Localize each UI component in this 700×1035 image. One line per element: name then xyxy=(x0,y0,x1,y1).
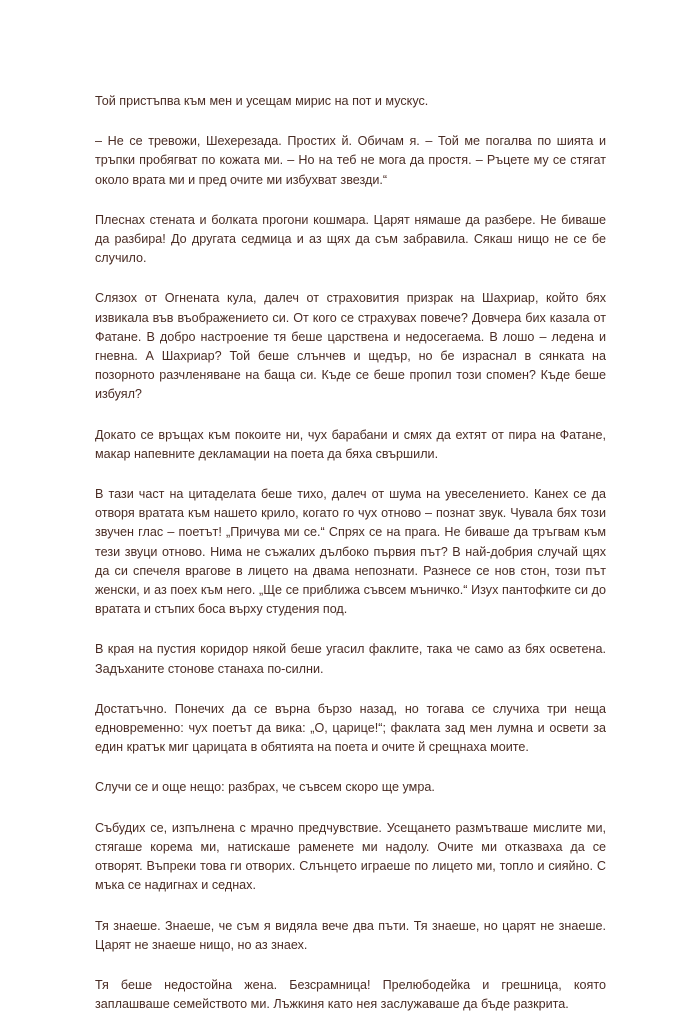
paragraph-9: Случи се и още нещо: разбрах, че съвсем скоро ще умра. xyxy=(95,780,435,795)
paragraph-8: Достатъчно. Понечих да се върна бързо назад, но тогава се случиха три неща едновременно: чух поетът да вика: „О, царице!“; факлата зад мен лумна и освети за един кратък миг царицата в обятията на поета и очите й срещнаха моите. xyxy=(95,701,606,755)
paragraph-6: В тази част на цитаделата беше тихо, далеч от шума на увеселението. Канех се да отворя вратата към нашето крило, когато го чух отново – познат звук. Чувала бях този звучен глас – поетът! „Причува ми се.“ Спрях се на прага. Не биваше да тръгвам към тези звуци отново. Нима не съжалих дълбоко първия път? В най-добрия случай щях да си спечеля врагове в лицето на двама непознати. Разнесе се нов стон, този път женски, и аз поех към него. „Ще се приближа съвсем мъничко.“ Изух пантофките си до вратата и стъпих боса върху студения под. xyxy=(95,487,606,617)
body-text xyxy=(95,92,606,1035)
paragraph-11: Тя знаеше. Знаеше, че съм я видяла вече два пъти. Тя знаеше, но царят не знаеше. Царят не знаеше нищо, но аз знаех. xyxy=(95,918,606,952)
paragraph-10: Събудих се, изпълнена с мрачно предчувствие. Усещането размътваше мислите ми, стягаше корема ми, натискаше раменете ми надолу. Очите ми отказваха да се отворят. Въпреки това ги отворих. Слънцето играеше по лицето ми, топло и сияйно. С мъка се надигнах и седнах. xyxy=(95,820,606,893)
paragraph-2: – Не се тревожи, Шехерезада. Простих й. Обичам я. – Той ме погалва по шията и тръпки пробягват по кожата ми. – Но на теб не мога да простя. – Ръцете му се стягат около врата ми и пред очите ми избухват звезди.“ xyxy=(95,134,606,187)
paragraph-5: Докато се връщах към покоите ни, чух барабани и смях да ехтят от пира на Фатане, макар напевните декламации на поета да бяха свършили. xyxy=(95,427,606,461)
paragraph-12: Тя беше недостойна жена. Безсрамница! Прелюбодейка и грешница, която заплашваше семейството ми. Лъжкиня като нея заслужаваше да бъде разкрита. xyxy=(95,977,606,1012)
paragraph-4: Слязох от Огнената кула, далеч от страховития призрак на Шахриар, който бях извикала във въображението си. От кого се страхувах повече? Довчера бих казала от Фатане. В добро настроение тя беше царствена и недосегаема. В лошо – ледена и гневна. А Шахриар? Той беше слънчев и щедър, но бе израснал в сянката на позорното разчленяване на баща си. Къде се беше пропил този спомен? Къде беше избуял? xyxy=(95,291,606,402)
paragraph-1: Той пристъпва към мен и усещам мирис на пот и мускус. xyxy=(95,94,429,108)
paragraph-3: Плеснах стената и болката прогони кошмара. Царят нямаше да разбере. Не биваше да разбира! До другата седмица и аз щях да съм забравила. Сякаш нищо не се бе случило. xyxy=(95,212,606,266)
paragraph-7: В края на пустия коридор някой беше угасил факлите, така че само аз бях осветена. Задъханите стонове станаха по-силни. xyxy=(95,642,606,676)
